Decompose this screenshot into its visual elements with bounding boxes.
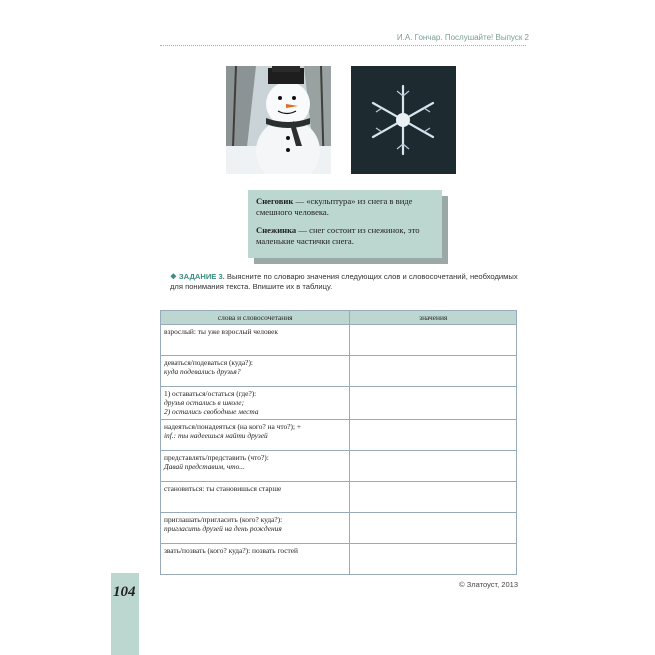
definition-term: Снежинка — [256, 225, 297, 235]
meaning-cell[interactable] — [350, 387, 517, 420]
meaning-cell[interactable] — [350, 419, 517, 450]
page-number: 104 — [113, 584, 136, 600]
word-cell: звать/позвать (кого? куда?): позвать гостей — [161, 543, 350, 574]
meaning-cell[interactable] — [350, 356, 517, 387]
word-cell: надеяться/понадеяться (на кого? на что?); + inf.: ты надеешься найти друзей — [161, 419, 350, 450]
word-cell: деваться/подеваться (куда?): куда подевались друзья? — [161, 356, 350, 387]
table-row — [161, 543, 517, 574]
word-cell: представлять/представить (что?): Давай представим, что... — [161, 450, 350, 481]
running-head: И.А. Гончар. Послушайте! Выпуск 2 — [396, 33, 529, 42]
meaning-cell[interactable] — [350, 450, 517, 481]
table-row — [161, 450, 517, 481]
column-header-words: слова и словосочетания — [161, 311, 350, 325]
vocabulary-table — [160, 310, 517, 575]
meaning-cell[interactable] — [350, 512, 517, 543]
task-text: Выясните по словарю значения следующих слов и словосочетаний, необходимых для понимания текста. Впишите их в таблицу. — [170, 272, 518, 291]
definition-snowman — [256, 196, 436, 217]
snowman-photo — [226, 66, 331, 174]
word-cell: 1) оставаться/остаться (где?): друзья остались в школе; 2) остались свободные места — [161, 387, 350, 420]
definition-text: — снег состоит из снежинок, это маленькие частички снега. — [256, 225, 420, 246]
word-cell: становиться: ты становишься старше — [161, 481, 350, 512]
table-row — [161, 419, 517, 450]
column-header-meanings: значения — [350, 311, 517, 325]
definition-term: Снеговик — [256, 196, 294, 206]
table-row — [161, 512, 517, 543]
table-header-row — [161, 311, 517, 325]
meaning-cell[interactable] — [350, 481, 517, 512]
copyright: © Златоуст, 2013 — [459, 580, 518, 589]
table-row — [161, 325, 517, 356]
snowflake-photo — [351, 66, 456, 174]
meaning-cell[interactable] — [350, 543, 517, 574]
word-cell: взрослый: ты уже взрослый человек — [161, 325, 350, 356]
table-row — [161, 387, 517, 420]
meaning-cell[interactable] — [350, 325, 517, 356]
definition-snowflake — [256, 225, 436, 246]
table-row — [161, 481, 517, 512]
task-instruction — [170, 272, 530, 292]
table-row — [161, 356, 517, 387]
task-label: ❖ ЗАДАНИЕ 3. — [170, 272, 225, 281]
word-cell: приглашать/пригласить (кого? куда?): пригласить друзей на день рождения — [161, 512, 350, 543]
definition-text: — «скульптура» из снега в виде смешного человека. — [256, 196, 413, 217]
definition-box — [248, 190, 442, 258]
header-rule — [160, 45, 526, 46]
